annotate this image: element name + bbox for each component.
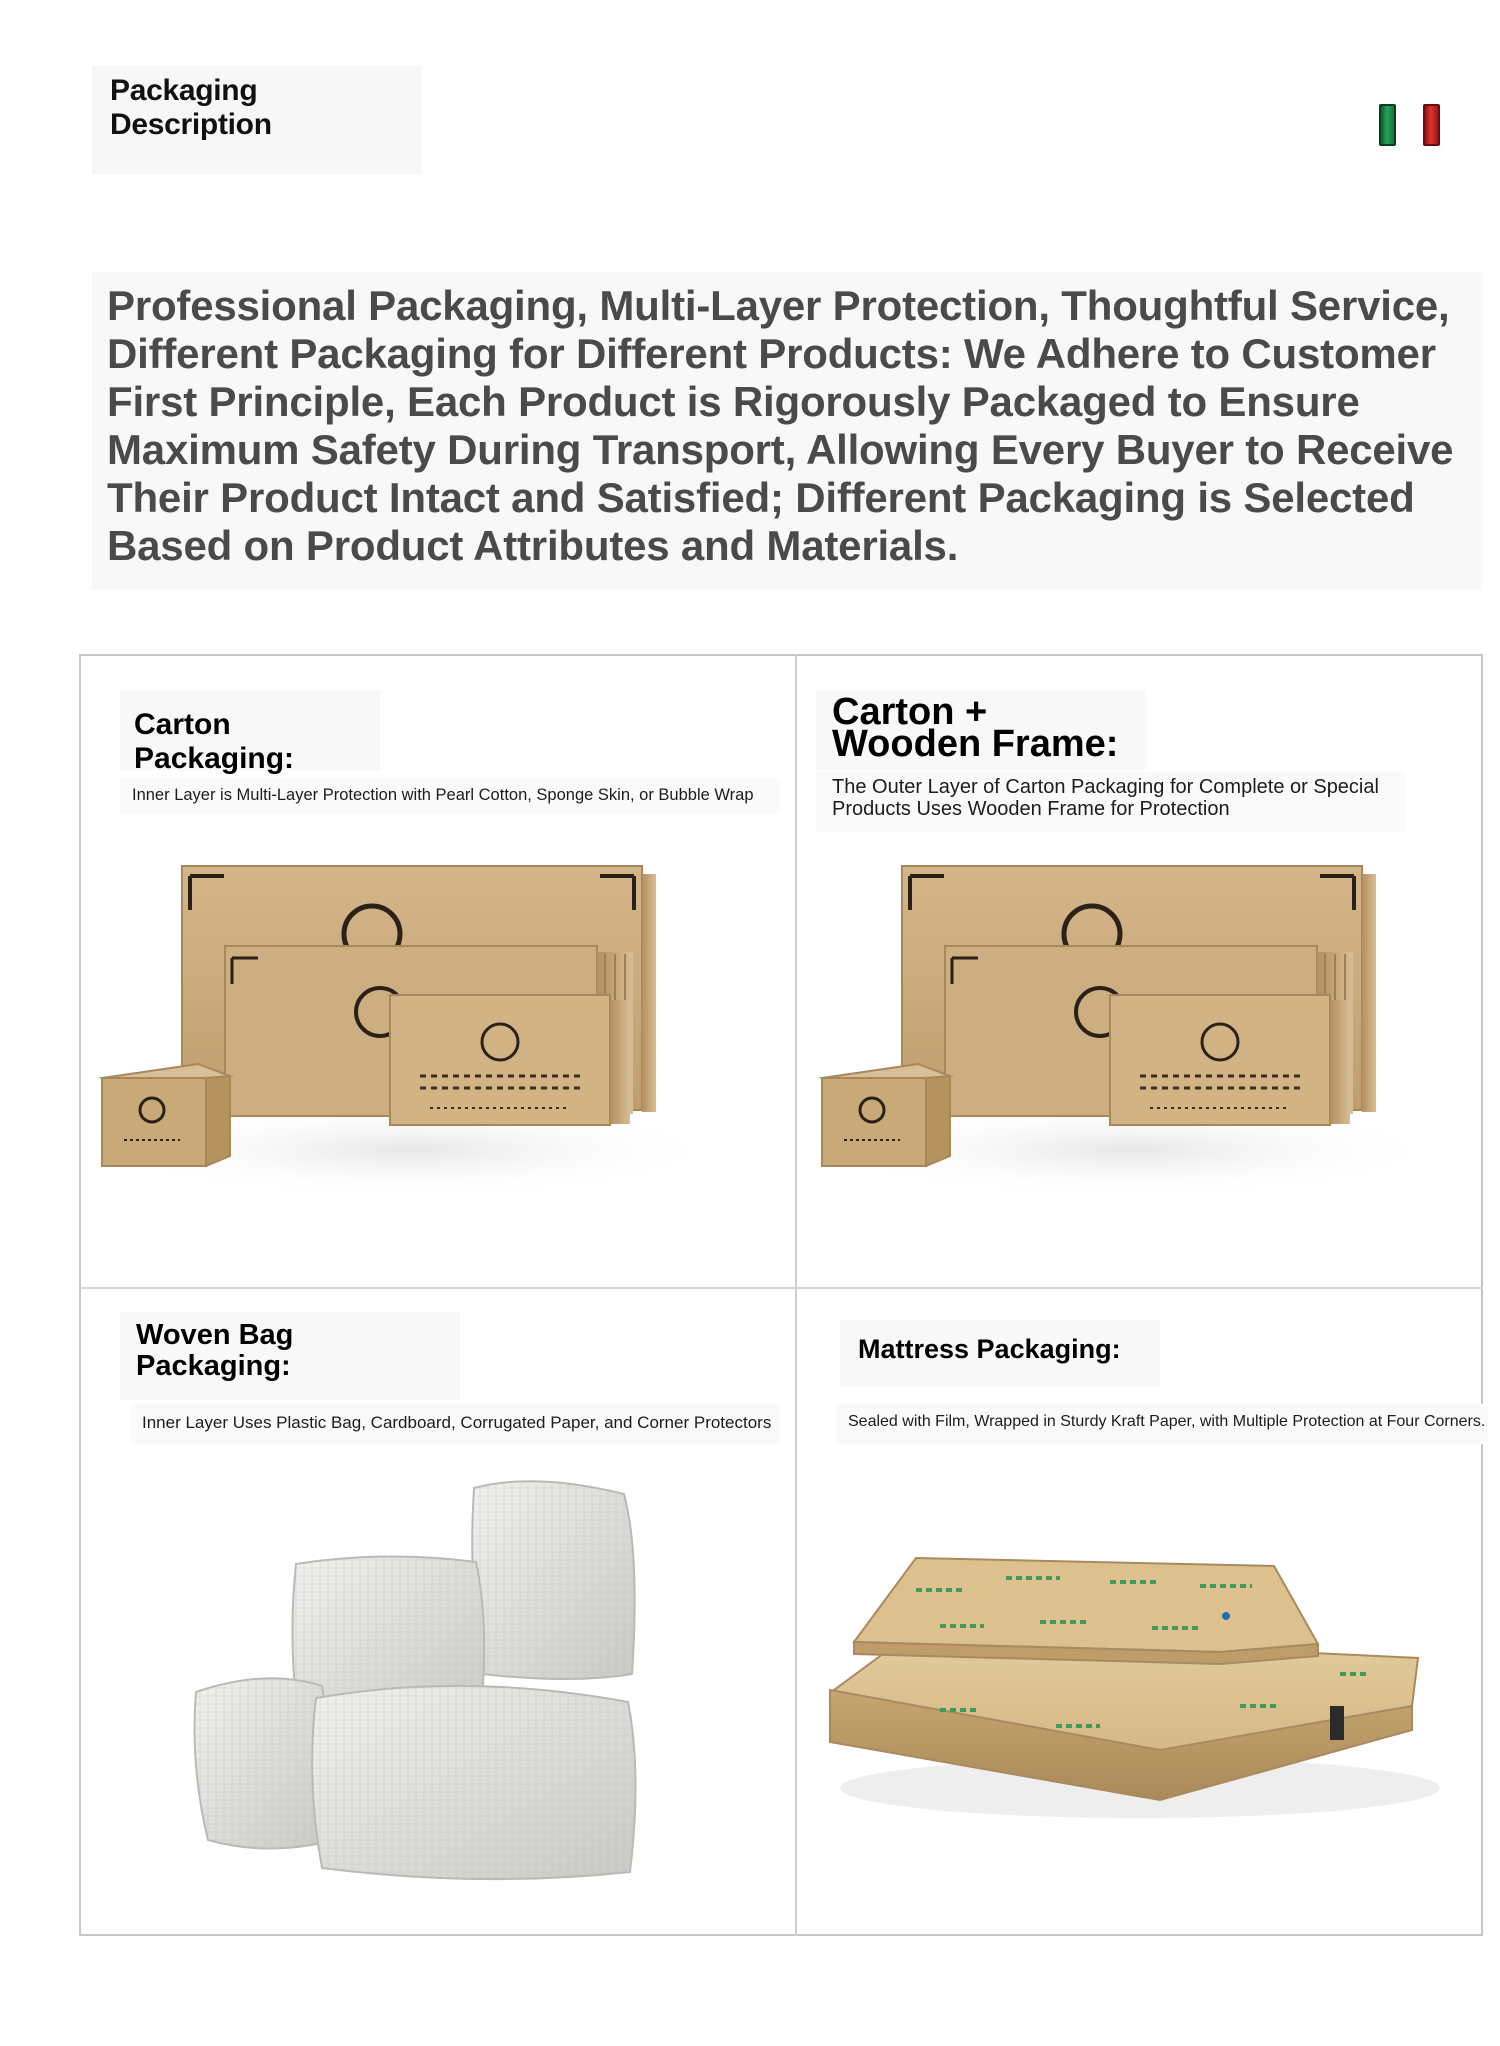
green-flag-icon xyxy=(1379,104,1396,146)
page-header-title xyxy=(92,66,422,174)
red-flag-icon xyxy=(1423,104,1440,146)
woven-bag-title-line2: Packaging: xyxy=(136,1350,291,1382)
carton-frame-title xyxy=(816,690,1146,770)
carton-frame-title-line1: Carton + xyxy=(832,691,988,733)
grid-vertical-divider xyxy=(795,654,797,1936)
mattress-packaging-title: Mattress Packaging: xyxy=(840,1320,1160,1386)
woven-bag-title xyxy=(120,1312,460,1400)
kraft-carton-boxes-image xyxy=(80,850,700,1220)
kraft-wrapped-mattress-image xyxy=(820,1530,1440,1830)
intro-paragraph: Professional Packaging, Multi-Layer Protection, Thoughtful Service, Different Packaging for Different Products: We Adhere to Customer First Principle, Each Product is Rigorously Packaged to Ensure Maximum Safety During Transport, Allowing Every Buyer to Receive Their Product Intact and Satisfied; Different Packaging is Selected Based on Product Attributes and Materials. xyxy=(92,272,1482,590)
carton-packaging-description: Inner Layer is Multi-Layer Protection with Pearl Cotton, Sponge Skin, or Bubble Wrap xyxy=(120,778,780,814)
kraft-carton-boxes-image xyxy=(800,850,1420,1220)
woven-bag-description: Inner Layer Uses Plastic Bag, Cardboard, Corrugated Paper, and Corner Protectors xyxy=(130,1404,780,1444)
carton-frame-title-line2: Wooden Frame: xyxy=(832,723,1119,765)
mattress-packaging-description: Sealed with Film, Wrapped in Sturdy Kraft Paper, with Multiple Protection at Four Corners. xyxy=(836,1404,1488,1444)
white-woven-bags-image xyxy=(180,1460,650,1880)
grid-horizontal-divider xyxy=(79,1287,1483,1289)
woven-bag-title-line1: Woven Bag xyxy=(136,1319,294,1351)
carton-frame-description: The Outer Layer of Carton Packaging for Complete or Special Products Uses Wooden Frame for Protection xyxy=(816,772,1406,832)
carton-packaging-title: Carton Packaging: xyxy=(120,690,380,770)
page-title: Packaging Description xyxy=(110,74,272,141)
